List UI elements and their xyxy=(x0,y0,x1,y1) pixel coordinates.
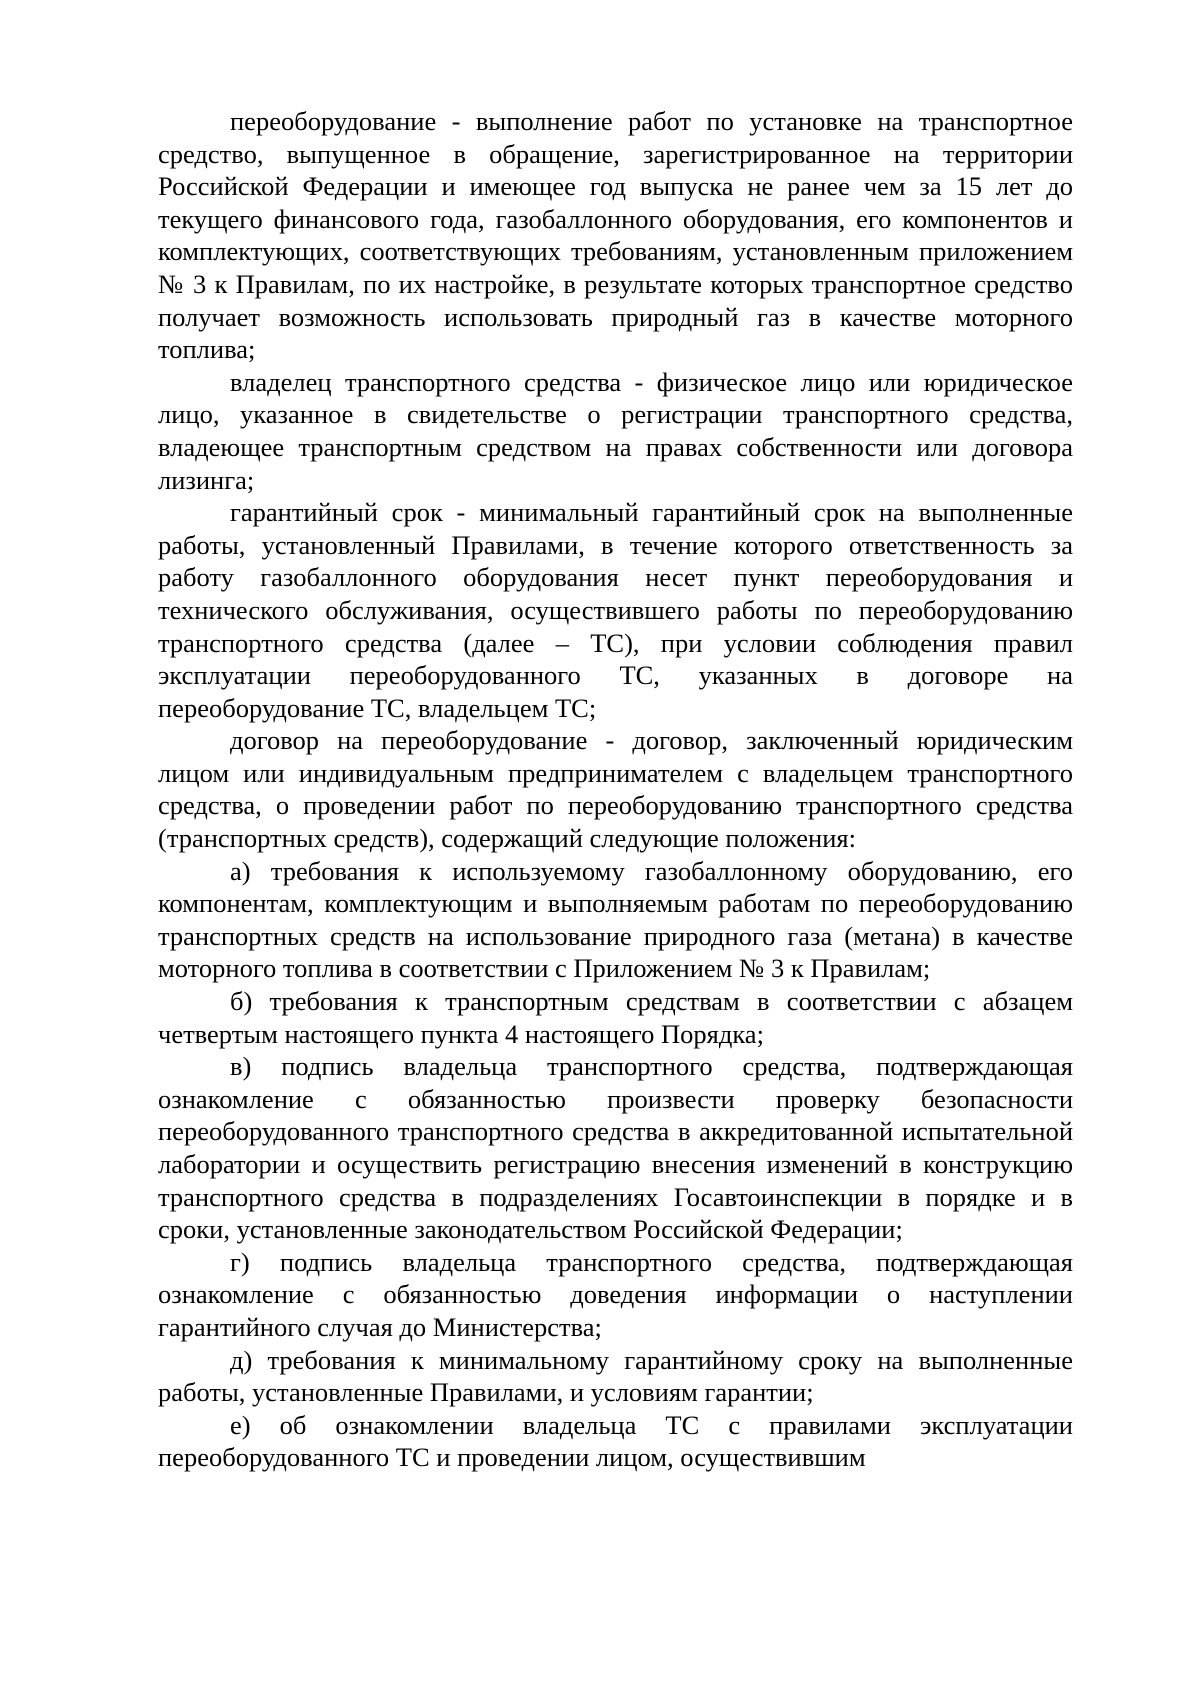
paragraph-definition-conversion-contract: договор на переоборудование - договор, заключенный юридическим лицом или индивидуальным предпринимателем с владельцем транспортного средства, о проведении работ по переоборудованию транспортного средства (транспортных средств), содержащий следующие положения: xyxy=(158,725,1073,854)
paragraph-item-d: д) требования к минимальному гарантийному сроку на выполненные работы, установленные Правилами, и условиям гарантии; xyxy=(158,1344,1073,1408)
paragraph-item-b: б) требования к транспортным средствам в соответствии с абзацем четвертым настоящего пункта 4 настоящего Порядка; xyxy=(158,986,1073,1049)
paragraph-definition-warranty-period: гарантийный срок - минимальный гарантийный срок на выполненные работы, установленный Правилами, в течение которого ответственность за работу газобаллонного оборудования несет пункт переоборудования и технического обслуживания, осуществившего работы по переоборудованию транспортного средства (далее – ТС), при условии соблюдения правил эксплуатации переоборудованного ТС, указанных в договоре на переоборудование ТС, владельцем ТС; xyxy=(158,497,1073,723)
paragraph-item-a: а) требования к используемому газобаллонному оборудованию, его компонентам, комплектующим и выполняемым работам по переоборудованию транспортных средств на использование природного газа (метана) в качестве моторного топлива в соответствии с Приложением № 3 к Правилам; xyxy=(158,855,1073,984)
paragraph-definition-conversion: переоборудование - выполнение работ по установке на транспортное средство, выпущенное в обращение, зарегистрированное на территории Российской Федерации и имеющее год выпуска не ранее чем за 15 лет до текущего финансового года, газобаллонного оборудования, его компонентов и комплектующих, соответствующих требованиям, установленным приложением № 3 к Правилам, по их настройке, в результате которых транспортное средство получает возможность использовать природный газ в качестве моторного топлива; xyxy=(158,106,1073,365)
paragraph-item-e: е) об ознакомлении владельца ТС с правилами эксплуатации переоборудованного ТС и проведении лицом, осуществившим xyxy=(158,1409,1073,1473)
document-page xyxy=(158,105,1073,1474)
paragraph-item-v: в) подпись владельца транспортного средства, подтверждающая ознакомление с обязанностью произвести проверку безопасности переоборудованного транспортного средства в аккредитованной испытательной лаборатории и осуществить регистрацию внесения изменений в конструкцию транспортного средства в подразделениях Госавтоинспекции в порядке и в сроки, установленные законодательством Российской Федерации; xyxy=(158,1051,1073,1245)
paragraph-item-g: г) подпись владельца транспортного средства, подтверждающая ознакомление с обязанностью доведения информации о наступлении гарантийного случая до Министерства; xyxy=(158,1246,1073,1342)
paragraph-definition-vehicle-owner: владелец транспортного средства - физическое лицо или юридическое лицо, указанное в свидетельстве о регистрации транспортного средства, владеющее транспортным средством на правах собственности или договора лизинга; xyxy=(158,366,1073,495)
